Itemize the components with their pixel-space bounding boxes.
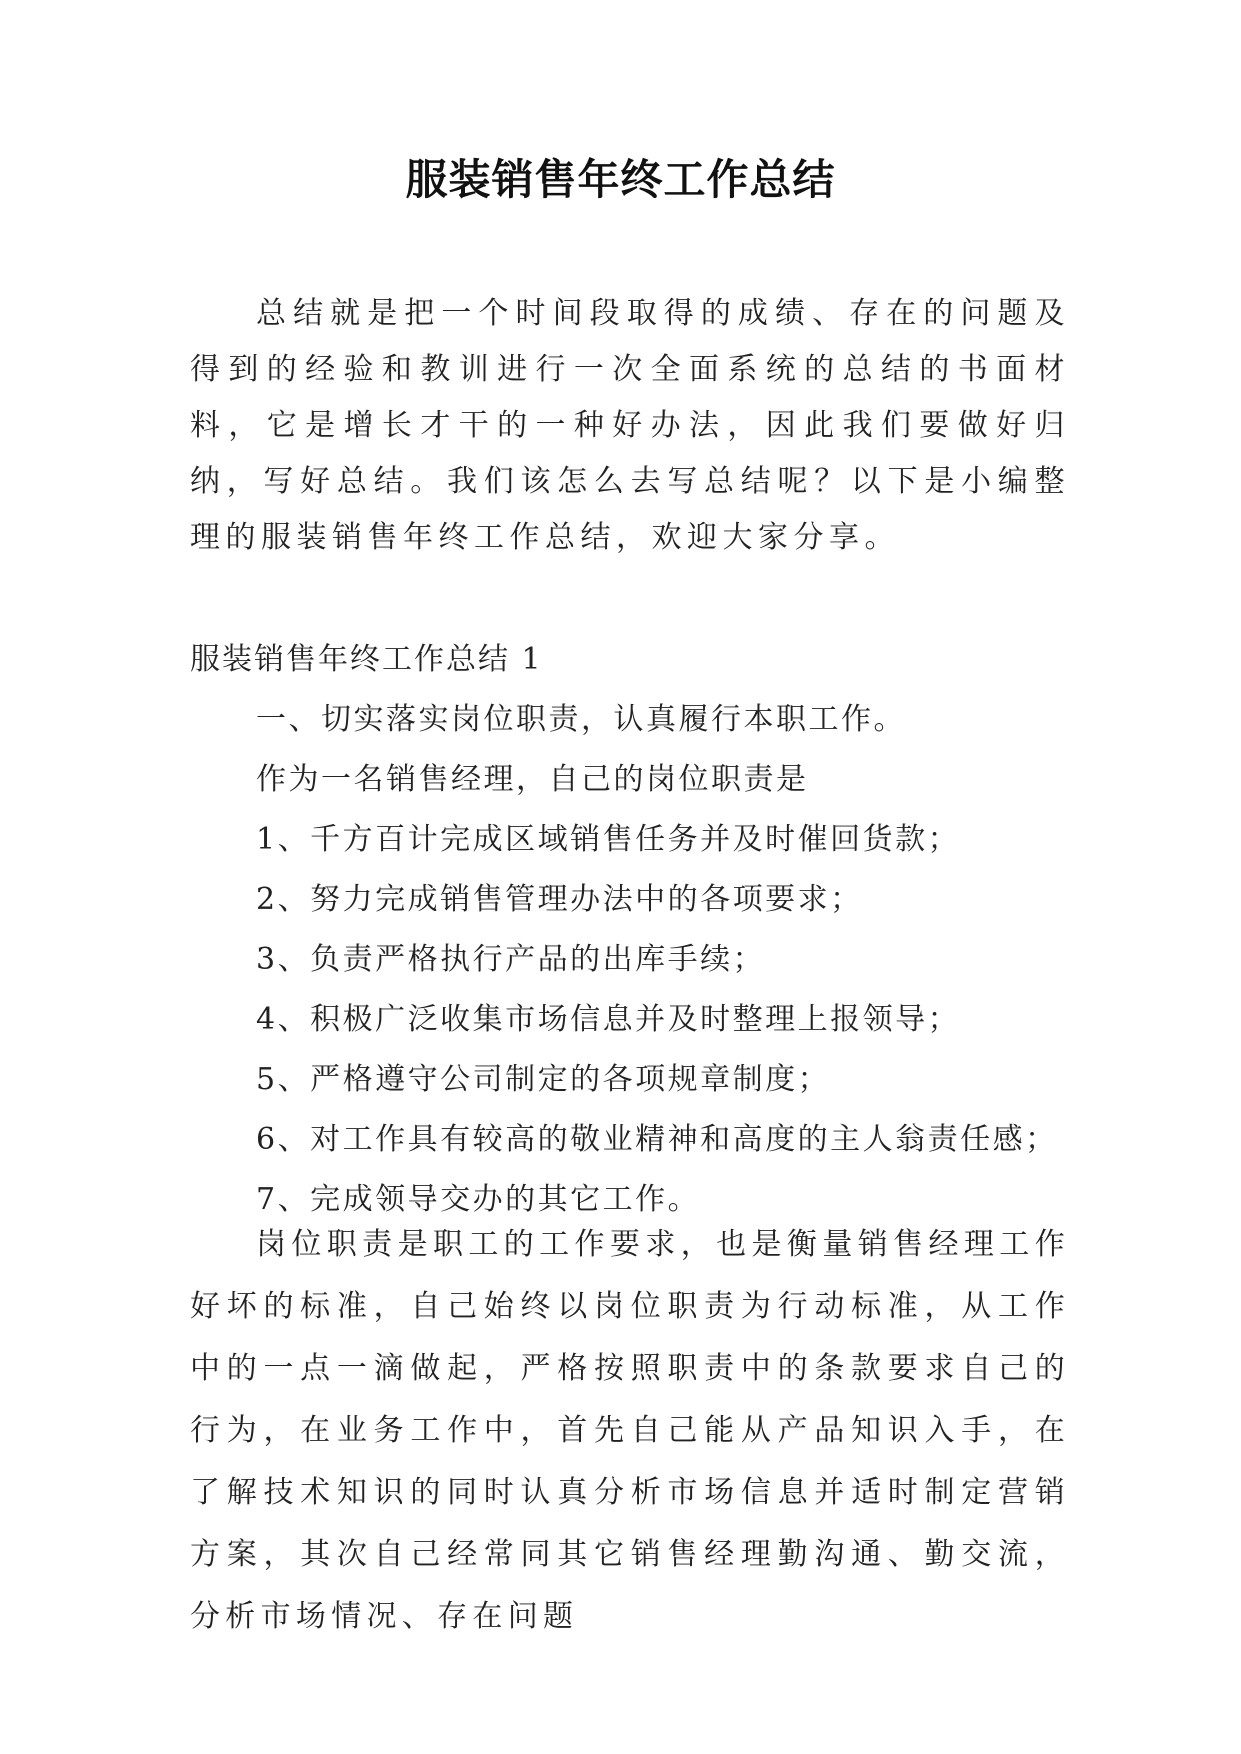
section-1 <box>190 630 1070 1230</box>
duty-item-1: 1、千方百计完成区域销售任务并及时催回货款； <box>256 822 961 857</box>
duty-item-5: 5、严格遵守公司制定的各项规章制度； <box>256 1062 831 1097</box>
duties-lead: 作为一名销售经理，自己的岗位职责是 <box>256 762 809 797</box>
intro-paragraph: 总结就是把一个时间段取得的成绩、存在的问题及得到的经验和教训进行一次全面系统的总结的书面材料，它是增长才干的一种好办法，因此我们要做好归纳，写好总结。我们该怎么去写总结呢？以下是小编整理的服装销售年终工作总结，欢迎大家分享。 <box>190 296 1070 555</box>
duty-item-4: 4、积极广泛收集市场信息并及时整理上报领导； <box>256 1002 961 1037</box>
duty-item-6: 6、对工作具有较高的敬业精神和高度的主人翁责任感； <box>256 1122 1058 1157</box>
document-title: 服装销售年终工作总结 <box>405 155 836 204</box>
closing-paragraph: 岗位职责是职工的工作要求，也是衡量销售经理工作好坏的标准，自己始终以岗位职责为行动标准，从工作中的一点一滴做起，严格按照职责中的条款要求自己的行为，在业务工作中，首先自己能从产品知识入手，在了解技术知识的同时认真分析市场信息并适时制定营销方案，其次自己经常同其它销售经理勤沟通、勤交流，分析市场情况、存在问题 <box>190 1227 1070 1634</box>
duty-item-3: 3、负责严格执行产品的出库手续； <box>256 942 766 977</box>
point-one-heading: 一、切实落实岗位职责，认真履行本职工作。 <box>256 702 906 737</box>
duty-item-2: 2、努力完成销售管理办法中的各项要求； <box>256 882 863 917</box>
section-heading: 服装销售年终工作总结 1 <box>190 642 543 677</box>
duty-item-7: 7、完成领导交办的其它工作。 <box>256 1182 701 1217</box>
